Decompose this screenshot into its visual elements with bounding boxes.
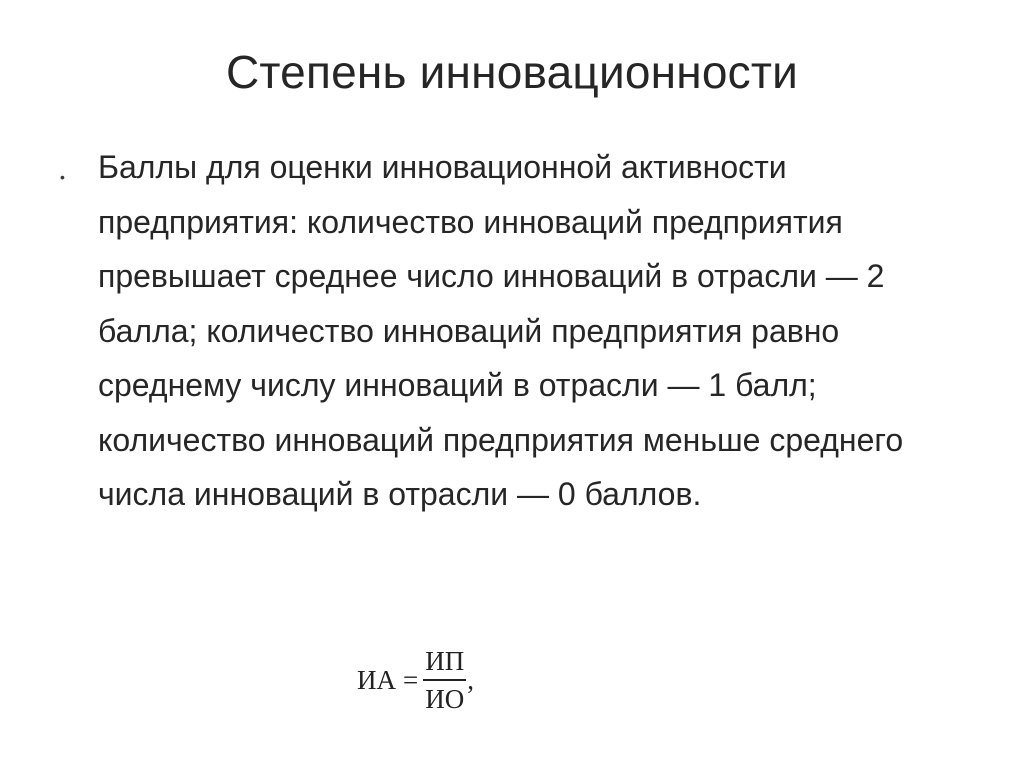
formula — [357, 640, 474, 720]
slide-title: Степень инновационности — [226, 46, 798, 98]
formula-comma: , — [467, 664, 474, 695]
fraction-bar — [423, 679, 466, 681]
fraction-numerator: ИП — [425, 646, 465, 676]
bullet-icon: • — [60, 169, 65, 185]
formula-lhs: ИА — [357, 664, 396, 695]
bullet-text: Баллы для оценки инновационной активности предприятия: количество инноваций предприятия превышает среднее число инноваций в отрасли — 2 балла; количество инноваций предприятия равно среднему числу инноваций в отрасли — 1 балл; количество инноваций предприятия меньше среднего числа инноваций в отрасли — 0 баллов. — [98, 149, 904, 512]
formula-equals-sign: = — [403, 664, 419, 695]
fraction-denominator: ИО — [425, 684, 465, 714]
formula-fraction — [423, 646, 466, 714]
